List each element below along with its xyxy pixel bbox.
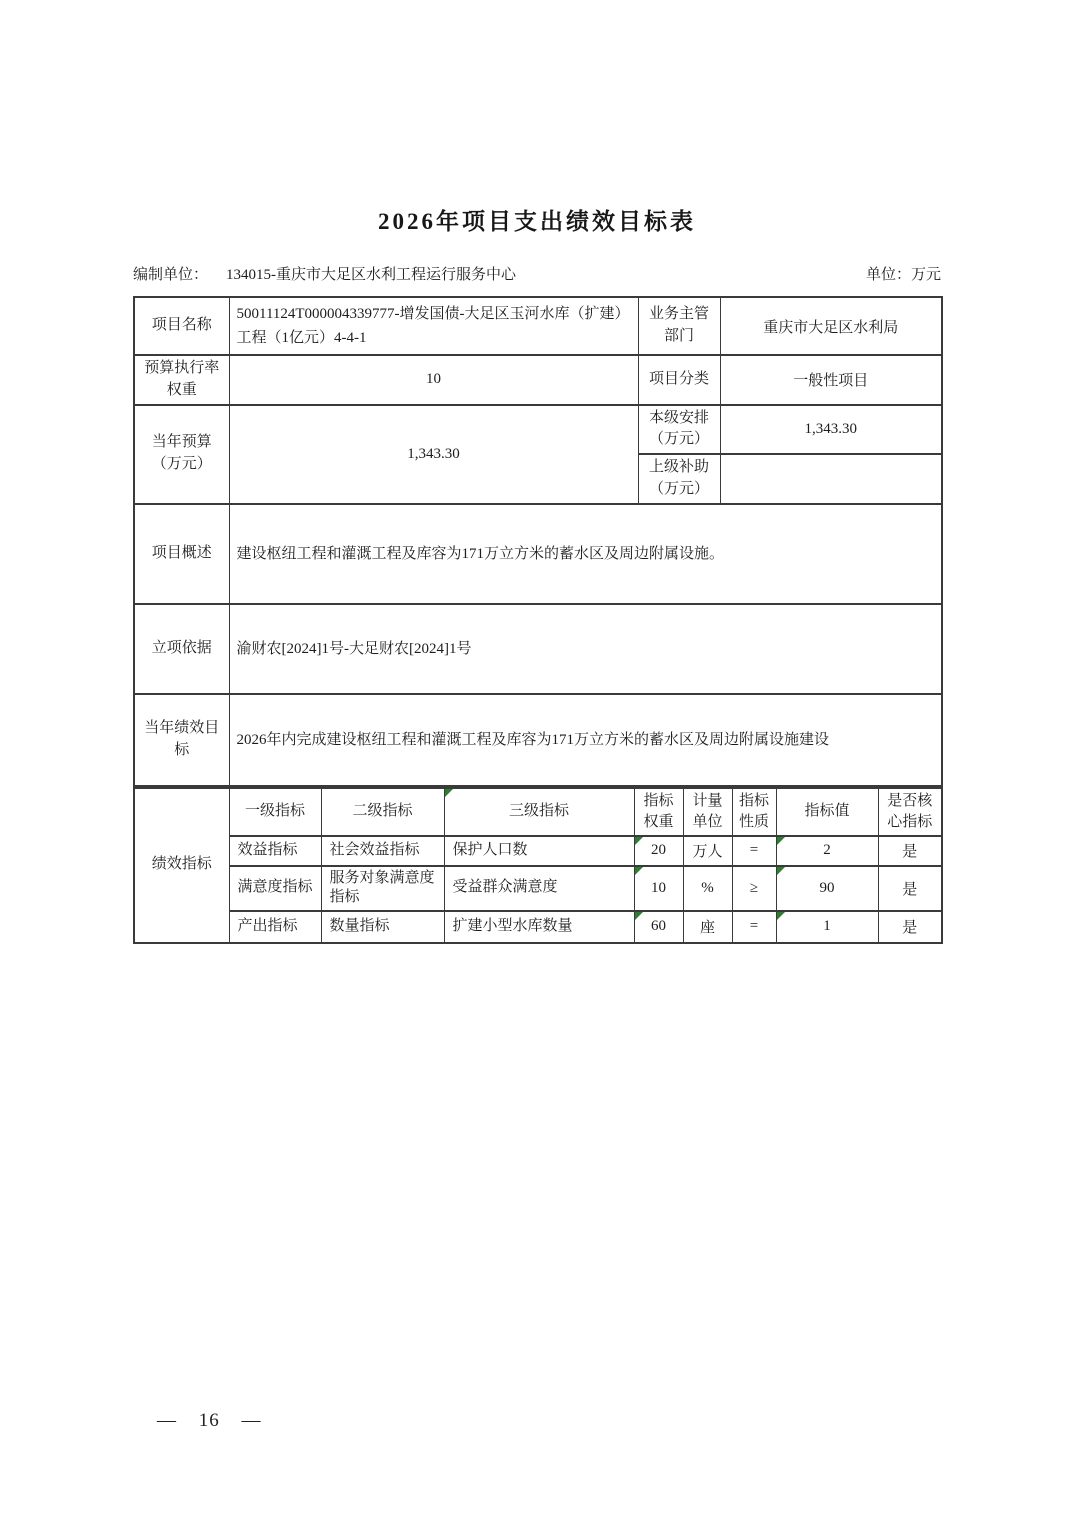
core-cell: 是 [878, 911, 942, 943]
level2-cell: 服务对象满意度指标 [321, 866, 444, 911]
overview-label: 项目概述 [134, 504, 229, 604]
indicator-row [134, 836, 942, 866]
level2-cell: 数量指标 [321, 911, 444, 943]
indicator-section-label: 绩效指标 [134, 788, 229, 943]
unit-cell: 万人 [683, 836, 732, 866]
prepared-by [133, 263, 516, 284]
nature-cell: = [732, 836, 776, 866]
performance-target-table [133, 296, 941, 944]
local-arrangement-value: 1,343.30 [720, 405, 942, 455]
header-level3-text: 三级指标 [508, 803, 569, 820]
header-unit: 计量单位 [683, 788, 732, 836]
cell-corner-marker [445, 789, 453, 797]
header-level2: 二级指标 [321, 788, 444, 836]
core-cell: 是 [878, 866, 942, 911]
prepared-by-value: 134015-重庆市大足区水利工程运行服务中心 [226, 267, 517, 283]
unit-cell: 座 [683, 911, 732, 943]
supervising-dept-value: 重庆市大足区水利局 [720, 297, 942, 355]
level2-cell: 社会效益指标 [321, 836, 444, 866]
header-value: 指标值 [776, 788, 878, 836]
project-name-label: 项目名称 [134, 297, 229, 355]
header-core: 是否核心指标 [878, 788, 942, 836]
weight-cell [634, 911, 683, 943]
annual-budget-label: 当年预算（万元） [134, 405, 229, 504]
value-cell [776, 911, 878, 943]
value-cell [776, 866, 878, 911]
info-table [133, 296, 943, 787]
superior-subsidy-label: 上级补助（万元） [638, 454, 720, 504]
cell-corner-marker [635, 837, 643, 845]
overview-value: 建设枢纽工程和灌溉工程及库容为171万立方米的蓄水区及周边附属设施。 [229, 504, 942, 604]
indicator-header-row [134, 788, 942, 836]
project-category-label: 项目分类 [638, 355, 720, 405]
weight-cell [634, 866, 683, 911]
weight-text: 60 [651, 918, 666, 934]
indicator-row [134, 866, 942, 911]
superior-subsidy-value [720, 454, 942, 504]
weight-text: 10 [651, 879, 666, 896]
local-arrangement-label: 本级安排（万元） [638, 405, 720, 455]
level3-cell: 受益群众满意度 [444, 866, 634, 911]
basis-label: 立项依据 [134, 604, 229, 694]
annual-budget-value: 1,343.30 [229, 405, 638, 504]
cell-corner-marker [777, 837, 785, 845]
level1-cell: 满意度指标 [229, 866, 321, 911]
header-level3 [444, 788, 634, 836]
cell-corner-marker [635, 867, 643, 875]
row-annual-target [134, 694, 942, 786]
page-title: 2026年项目支出绩效目标表 [378, 209, 696, 234]
budget-rate-value: 10 [229, 355, 638, 405]
nature-cell: = [732, 911, 776, 943]
project-name-value: 50011124T000004339777-增发国债-大足区玉河水库（扩建）工程（1亿元）4-4-1 [229, 297, 638, 355]
basis-value: 渝财农[2024]1号-大足财农[2024]1号 [229, 604, 942, 694]
cell-corner-marker [777, 912, 785, 920]
row-basis [134, 604, 942, 694]
nature-cell: ≥ [732, 866, 776, 911]
unit-cell: % [683, 866, 732, 911]
value-text: 2 [823, 842, 831, 858]
row-budget-rate [134, 355, 942, 405]
project-category-value: 一般性项目 [720, 355, 942, 405]
value-cell [776, 836, 878, 866]
row-overview [134, 504, 942, 604]
annual-target-value: 2026年内完成建设枢纽工程和灌溉工程及库容为171万立方米的蓄水区及周边附属设施建设 [229, 694, 942, 786]
value-text: 90 [819, 879, 835, 896]
level1-cell: 效益指标 [229, 836, 321, 866]
header-weight: 指标权重 [634, 788, 683, 836]
row-annual-budget-1 [134, 405, 942, 455]
weight-text: 20 [651, 842, 666, 858]
level1-cell: 产出指标 [229, 911, 321, 943]
level3-cell: 扩建小型水库数量 [444, 911, 634, 943]
page-number: — 16 — [157, 1410, 262, 1431]
budget-rate-label: 预算执行率权重 [134, 355, 229, 405]
row-project-name [134, 297, 942, 355]
indicator-table [133, 787, 943, 944]
indicator-row [134, 911, 942, 943]
meta-row [133, 263, 941, 284]
prepared-by-label: 编制单位： [133, 267, 209, 283]
value-text: 1 [823, 918, 831, 934]
unit-label: 单位：万元 [865, 267, 941, 283]
core-cell: 是 [878, 836, 942, 866]
cell-corner-marker [777, 867, 785, 875]
header-nature: 指标性质 [732, 788, 776, 836]
annual-target-label: 当年绩效目标 [134, 694, 229, 786]
header-level1: 一级指标 [229, 788, 321, 836]
supervising-dept-label: 业务主管部门 [638, 297, 720, 355]
level3-cell: 保护人口数 [444, 836, 634, 866]
weight-cell [634, 836, 683, 866]
cell-corner-marker [635, 912, 643, 920]
